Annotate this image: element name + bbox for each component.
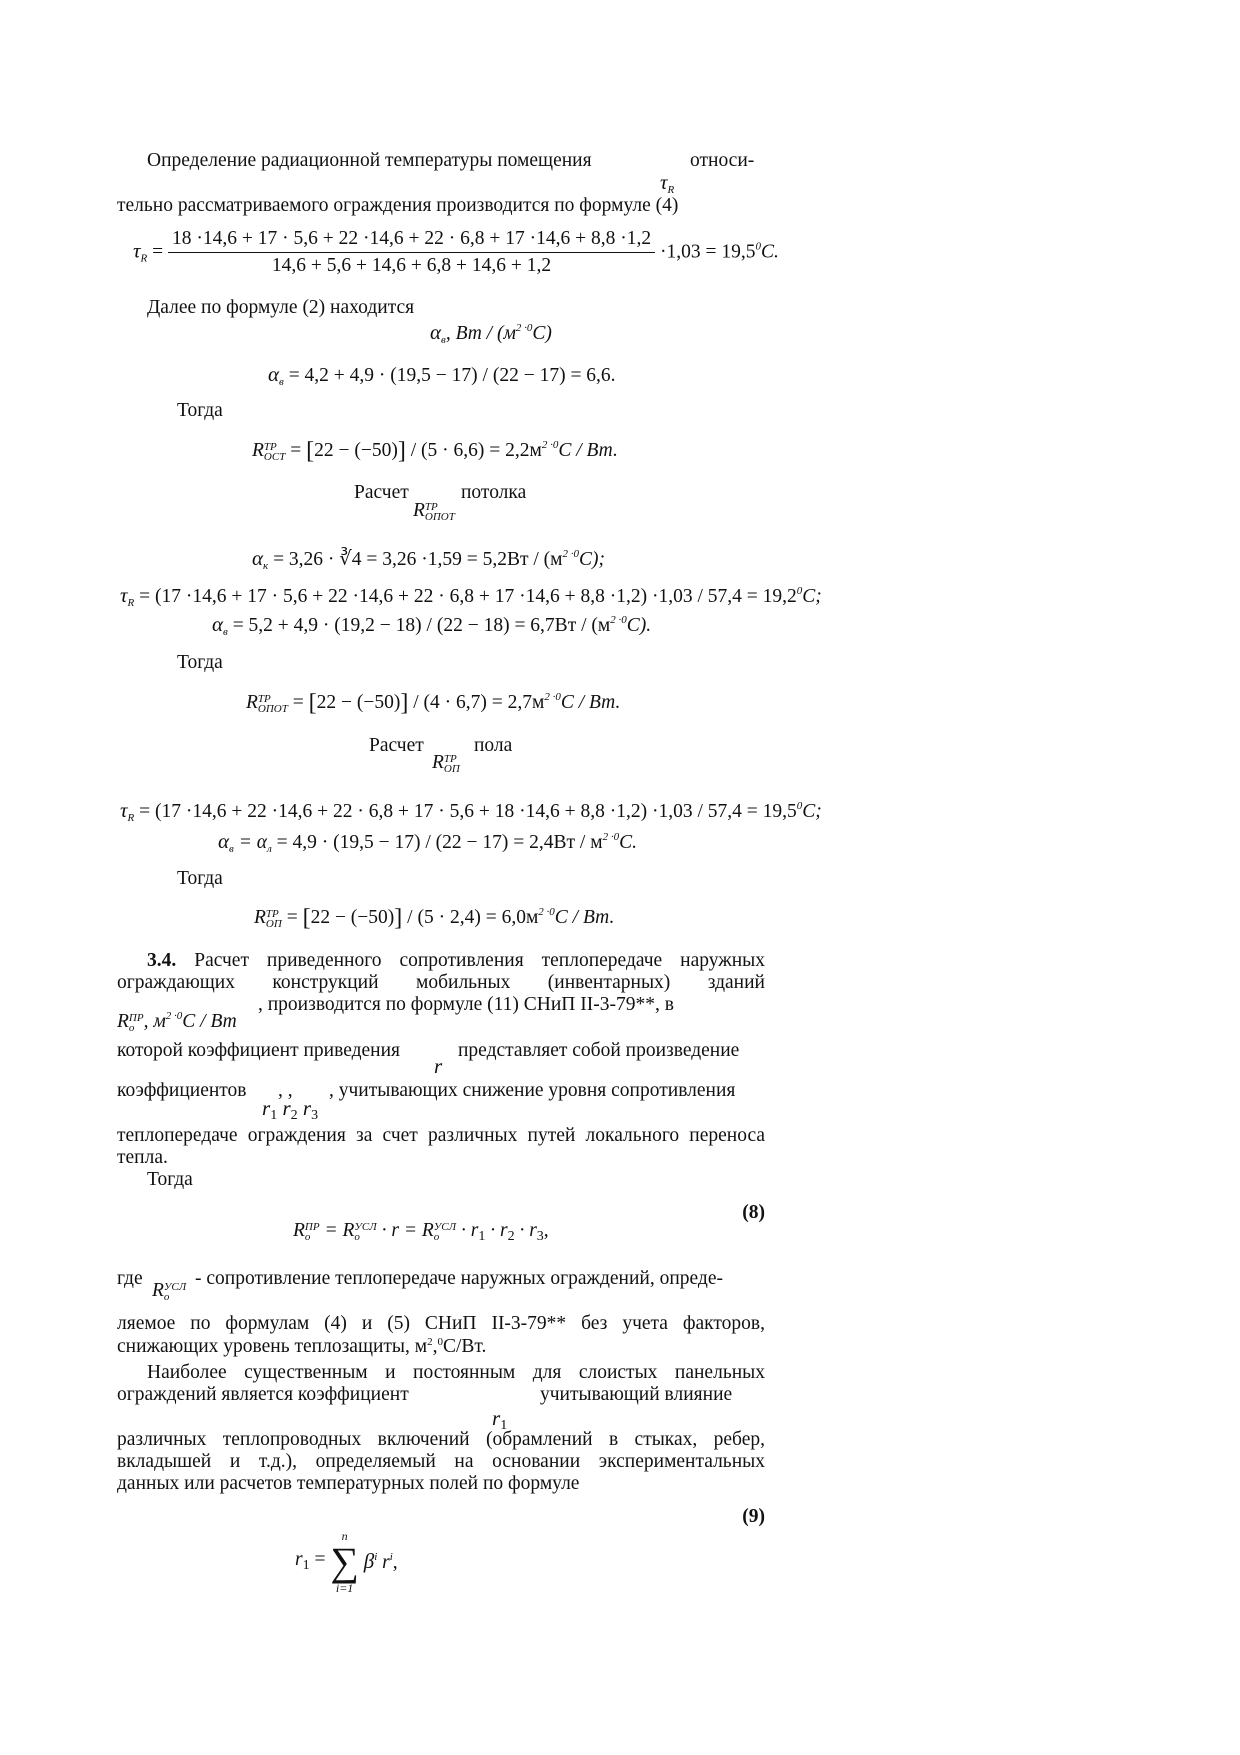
- s34-line5-sep: , ,: [278, 1080, 293, 1101]
- equation-11: R ПР o = R УСЛ o · r = R УСЛ o · $r_1 \cdot r_2 \cdot r_3$,: [293, 1220, 549, 1244]
- equation-9: $\alpha_в = \alpha_л = 4,9 \cdot (19,5 - 17) / (22 - 17) = 2,4Вт / м^{2 \cdot 0}C$.: [218, 829, 637, 855]
- p-nai-r1: $r_1$: [492, 1406, 508, 1433]
- s34-line5-b: , учитывающих снижение уровня сопротивления: [329, 1080, 736, 1101]
- floor-r: R ТР ОП: [432, 752, 460, 775]
- p1-line2: тельно рассматриваемого ограждения производится по формуле (4): [117, 195, 679, 216]
- p-nai-line2-b: учитывающий влияние: [540, 1384, 733, 1405]
- p1-line1-end: относи-: [690, 150, 755, 171]
- ceiling-word1: Расчет: [354, 482, 409, 503]
- equation-7: R ТР ОПОТ = $[22 - (-50)] / (4 \cdot 6,7) = 2,7м^{2 \cdot 0}C$ / Вт.: [246, 690, 621, 716]
- s34-line2: ограждающих конструкций мобильных (инвентарных) зданий: [117, 972, 765, 993]
- equation-1: $\tau_R$ = 18 ·14,6 + 17 · 5,6 + 22 ·14,6 + 22 · 6,8 + 17 ·14,6 + 8,8 ·1,2 14,6 + 5,6 + 14,6 + 6,8 + 14,6 + 1,2 $\cdot 1,03 = 19,5^0C$.: [133, 228, 779, 277]
- p-nai-line2-a: ограждений является коэффициент: [117, 1384, 409, 1405]
- equation-10: R ТР ОП = $[22 - (-50)] / (5 \cdot 2,4) = 6,0м^{2 \cdot 0}C$ / Вт.: [254, 905, 615, 931]
- p2-text: Далее по формуле (2) находится: [147, 297, 415, 318]
- ceiling-r: R ТР ОПОТ: [413, 500, 455, 523]
- equation-number-8: (8): [742, 1202, 765, 1223]
- equation-number-9: (9): [742, 1506, 765, 1527]
- s34-line7: тепла.: [117, 1147, 168, 1168]
- gde-line3: снижающих уровень теплозащиты, $м^2,^0C/Вт$.: [117, 1336, 487, 1357]
- gde-r: R УСЛ o: [152, 1280, 187, 1303]
- ceiling-word2: потолка: [461, 482, 527, 503]
- floor-word1: Расчет: [369, 735, 424, 756]
- equation-8: $\tau_R = (17 \cdot 14,6 + 22 \cdot 14,6 + 22 \cdot 6,8 + 17 \cdot 5,6 + 18 \cdot 14,6 + 8,8 \cdot 1,2) \cdot 1,03 / 57,4 = 19,5^0C$;: [120, 798, 822, 824]
- s34-line3: , производится по формуле (11) СНиП II-3-79**, в: [258, 994, 674, 1015]
- togda-1: Тогда: [177, 400, 223, 421]
- equation-2: $\alpha_в = 4,2 + 4,9 \cdot (19,5 - 17) / (22 - 17) = 6,6$.: [268, 362, 616, 388]
- s34-line1: 3.4. Расчет приведенного сопротивления теплопередаче наружных: [147, 950, 765, 971]
- togda-4: Тогда: [147, 1169, 193, 1190]
- p-nai-line1: Наиболее существенным и постоянным для слоистых панельных: [147, 1362, 765, 1383]
- equation-5: $\tau_R = (17 \cdot 14,6 + 17 \cdot 5,6 + 22 \cdot 14,6 + 22 \cdot 6,8 + 17 \cdot 14,6 + 8,8 \cdot 1,2) \cdot 1,03 / 57,4 = 19,2^0C$;: [120, 583, 822, 609]
- p-nai-line4: вкладышей и т.д.), определяемый на основании экспериментальных: [117, 1451, 765, 1472]
- s34-r: r: [434, 1054, 443, 1078]
- p-nai-line3: различных теплопроводных включений (обрамлений в стыках, ребер,: [117, 1429, 765, 1450]
- s34-r-indices: $r_1$ $r_2$ $r_3$: [262, 1096, 319, 1123]
- gde-line1: - сопротивление теплопередаче наружных ограждений, опреде-: [195, 1268, 723, 1289]
- p1-line1: Определение радиационной температуры помещения: [147, 150, 592, 171]
- floor-word2: пола: [474, 735, 513, 756]
- p1-tau: $\tau_R$: [660, 170, 675, 196]
- gde-word: где: [117, 1268, 143, 1289]
- equation-6: $\alpha_в = 5,2 + 4,9 \cdot (19,2 - 18) / (22 - 18) = 6,7Вт / (м^{2 \cdot 0}C)$.: [212, 612, 652, 638]
- s34-line4-a: которой коэффициент приведения: [117, 1040, 401, 1061]
- togda-3: Тогда: [177, 868, 223, 889]
- s34-line6: теплопередаче ограждения за счет различных путей локального переноса: [117, 1125, 765, 1146]
- equation-4: $\alpha_к = 3,26$ · ∛4 = $3,26 \cdot 1,59 = 5,2Вт / (м^{2 \cdot 0}C)$;: [252, 546, 605, 572]
- equation-3: R ТР ОСТ = $[22 - (-50)] / (5 \cdot 6,6) = 2,2м^{2 \cdot 0}C$ / Вт.: [252, 438, 618, 464]
- togda-2: Тогда: [177, 652, 223, 673]
- s34-line4-b: представляет собой произведение: [458, 1040, 740, 1061]
- s34-line5-a: коэффициентов: [117, 1080, 247, 1101]
- s34-r-unit: R ПР o , $м^{2 \cdot 0}C$ / Вт: [117, 1010, 237, 1034]
- equation-12: $r_1$ = n ∑ i=1 $\beta^i$ $r^i$,: [295, 1529, 398, 1595]
- gde-line2: ляемое по формулам (4) и (5) СНиП II-3-79** без учета факторов,: [117, 1313, 765, 1334]
- p2-formula: $\alpha_в$, Вт / $(м^{2 \cdot 0}C)$: [430, 320, 552, 346]
- p-nai-line5: данных или расчетов температурных полей по формуле: [117, 1473, 580, 1494]
